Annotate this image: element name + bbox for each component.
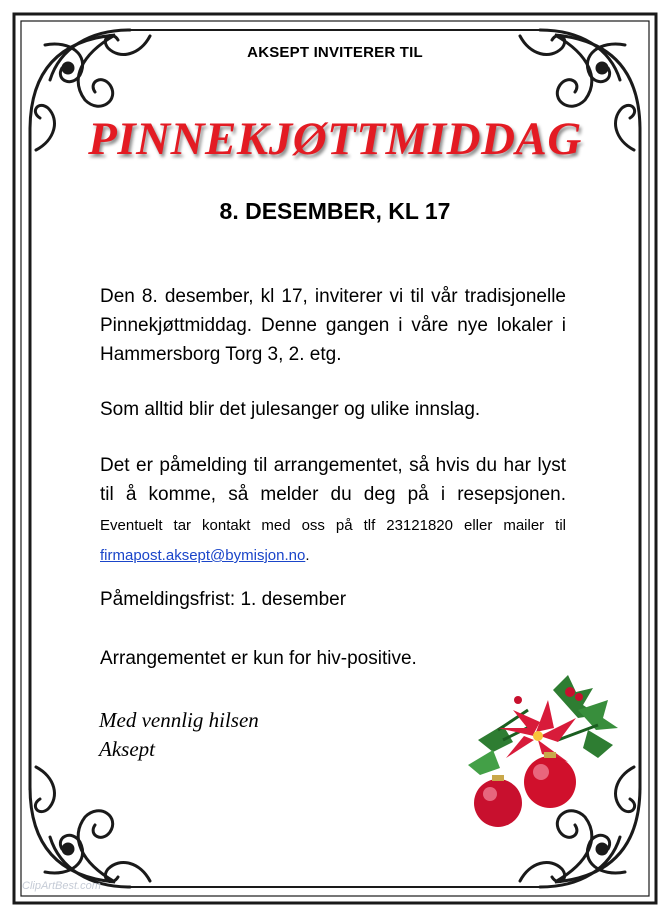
event-title: PINNEKJØTTMIDDAG [88,113,582,165]
email-link[interactable]: firmapost.aksept@bymisjon.no [100,547,306,564]
signature: Aksept [99,737,155,761]
event-date: 8. DESEMBER, KL 17 [219,198,451,224]
contact-text: Eventuelt tar kontakt med oss på tlf 23121820 eller mailer til [100,517,566,534]
organizer-line: AKSEPT INVITERER TIL [247,44,423,61]
registration-text: Det er påmelding til arrangementet, så hvis du har lyst til å komme, så melder du deg på i resepsjonen. [100,455,566,505]
watermark: ClipArtBest.com [22,880,101,892]
program-paragraph: Som alltid blir det julesanger og ulike innslag. [100,399,481,420]
intro-paragraph: Den 8. desember, kl 17, inviterer vi til vår tradisjonelle Pinnekjøttmiddag. Denne gangen i våre nye lokaler i Hammersborg Torg 3, 2. etg. [100,286,566,365]
greeting: Med vennlig hilsen [99,708,259,732]
eligibility-notice: Arrangementet er kun for hiv-positive. [100,648,417,669]
christmas-ornaments-icon [458,670,628,830]
registration-paragraph [100,451,566,570]
email-suffix: . [305,547,310,564]
registration-deadline: Påmeldingsfrist: 1. desember [100,589,347,610]
closing [99,706,259,764]
